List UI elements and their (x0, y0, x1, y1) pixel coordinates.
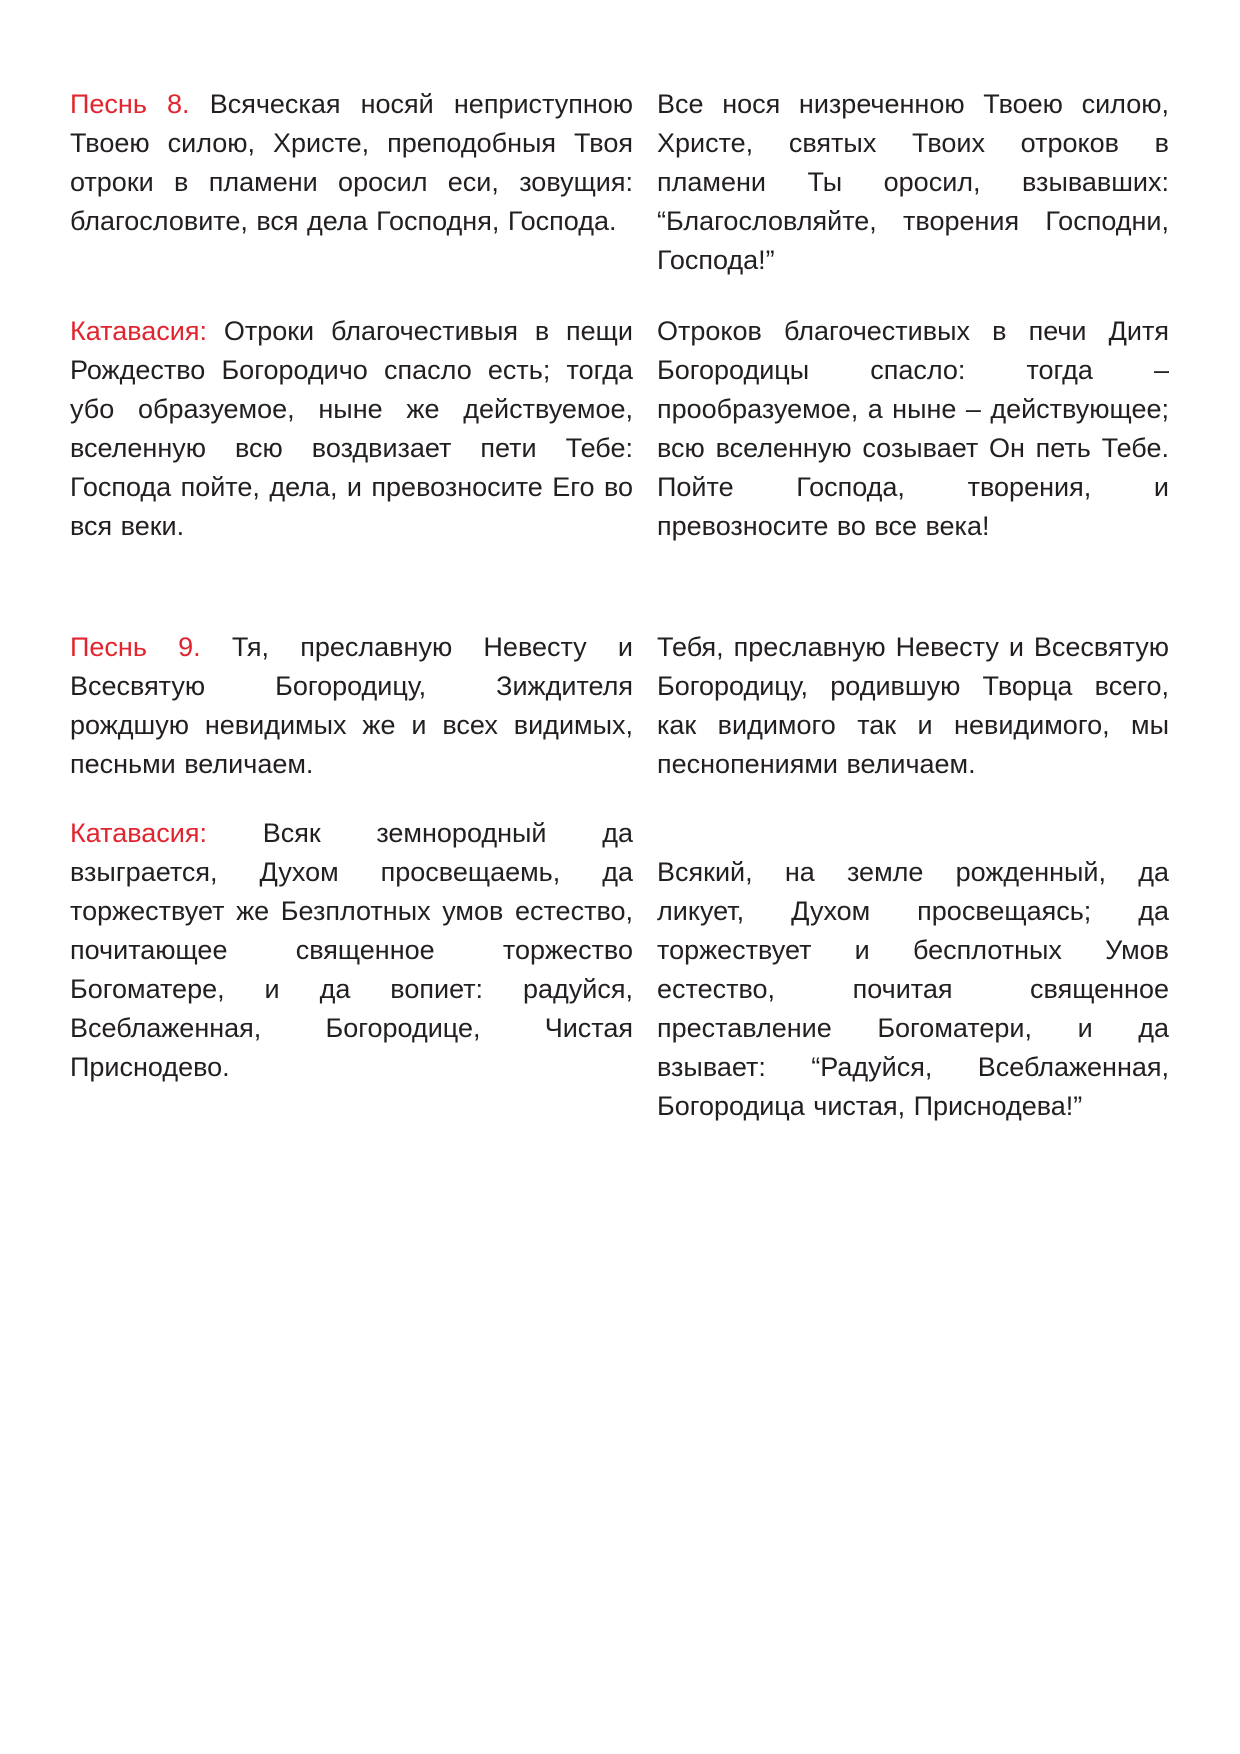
katavasia9-label: Катавасия: (70, 818, 207, 848)
song9-church-slavonic (70, 628, 633, 784)
katavasia8-church-slavonic (70, 312, 633, 546)
song8-church-slavonic (70, 85, 633, 241)
song8-label: Песнь 8. (70, 89, 190, 119)
katavasia9-church-slavonic (70, 814, 633, 1087)
katavasia8-russian-text: Отроков благочестивых в печи Дитя Богородицы спасло: тогда – прообразуемое, а ныне – действующее; всю вселенную созывает Он петь Тебе. Пойте Господа, творения, и превозносите во все века! (657, 316, 1169, 541)
song9-church-text: Тя, преславную Невесту и Всесвятую Богородицу, Зиждителя рождшую невидимых же и всех видимых, песньми величаем. (70, 632, 633, 779)
song8-russian (657, 85, 1169, 280)
katavasia9-russian (657, 853, 1169, 1126)
song8-church-text: Всяческая носяй неприступною Твоею силою, Христе, преподобныя Твоя отроки в пламени оросил еси, зовущия: благословите, вся дела Господня, Господа. (70, 89, 633, 236)
katavasia9-church-text: Всяк земнородный да взыграется, Духом просвещаемь, да торжествует же Безплотных умов естество, почитающее священное торжество Богоматере, и да вопиет: радуйся, Всеблаженная, Богородице, Чистая Приснодево. (70, 818, 633, 1082)
song8-russian-text: Все нося низреченною Твоею силою, Христе, святых Твоих отроков в пламени Ты оросил, взывавших: “Благословляйте, творения Господни, Господа!” (657, 89, 1169, 275)
song9-russian (657, 628, 1169, 784)
katavasia9-russian-text: Всякий, на земле рожденный, да ликует, Духом просвещаясь; да торжествует и бесплотных Умов естество, почитая священное преставление Богоматери, и да взывает: “Радуйся, Всеблаженная, Богородица чистая, Приснодева!” (657, 857, 1169, 1121)
katavasia8-russian (657, 312, 1169, 546)
katavasia8-label: Катавасия: (70, 316, 207, 346)
katavasia8-church-text: Отроки благочестивыя в пещи Рождество Богородичо спасло есть; тогда убо образуемое, ныне же действуемое, вселенную всю воздвизает пети Тебе: Господа пойте, дела, и превозносите Его во вся веки. (70, 316, 633, 541)
song9-label: Песнь 9. (70, 632, 201, 662)
song9-russian-text: Тебя, преславную Невесту и Всесвятую Богородицу, родившую Творца всего, как видимого так и невидимого, мы песнопениями величаем. (657, 632, 1169, 779)
